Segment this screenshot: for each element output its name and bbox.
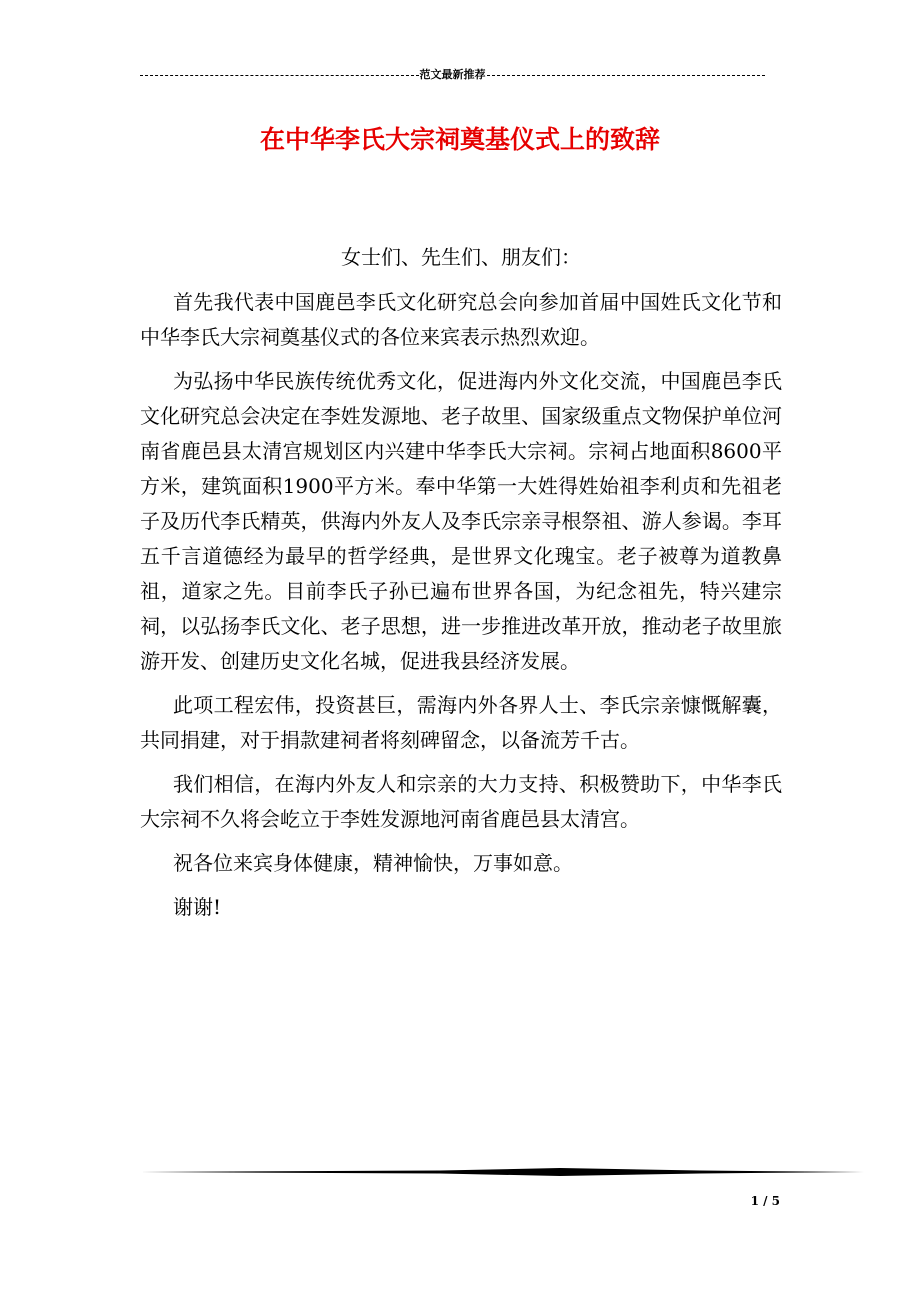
- page-header: [140, 68, 765, 82]
- document-title: 在中华李氏大宗祠奠基仪式上的致辞: [259, 125, 660, 154]
- paragraph-donation: 此项工程宏伟，投资甚巨，需海内外各界人士、李氏宗亲慷慨解囊，共同捐建，对于捐款建祠者将刻碑留念，以备流芳千古。: [140, 693, 782, 752]
- paragraph-thanks: 谢谢!: [173, 895, 222, 919]
- document-body: [140, 240, 782, 934]
- footer-rule: [140, 1166, 864, 1176]
- paragraph-ancestral-hall: 为弘扬中华民族传统优秀文化，促进海内外文化交流，中国鹿邑李氏文化研究总会决定在李姓发源地、老子故里、国家级重点文物保护单位河南省鹿邑县太清宫规划区内兴建中华李氏大宗祠。宗祠占地面积8600平方米，建筑面积1900平方米。奉中华第一大姓得姓始祖李利贞和先祖老子及历代李氏精英，供海内外友人及李氏宗亲寻根祭祖、游人参谒。李耳五千言道德经为最早的哲学经典，是世界文化瑰宝。老子被尊为道教鼻祖，道家之先。目前李氏子孙已遍布世界各国，为纪念祖先，特兴建宗祠，以弘扬李氏文化、老子思想，进一步推进改革开放，推动老子故里旅游开发、创建历史文化名城，促进我县经济发展。: [140, 369, 782, 673]
- header-dash-right: [487, 75, 766, 76]
- header-dash-left: [140, 75, 419, 76]
- greeting: 女士们、先生们、朋友们：: [341, 245, 581, 269]
- paragraph-wishes: 祝各位来宾身体健康，精神愉快，万事如意。: [173, 851, 573, 875]
- paragraph-belief: 我们相信，在海内外友人和宗亲的大力支持、积极赞助下，中华李氏大宗祠不久将会屹立于李姓发源地河南省鹿邑县太清宫。: [140, 772, 782, 831]
- paragraph-welcome: 首先我代表中国鹿邑李氏文化研究总会向参加首届中国姓氏文化节和中华李氏大宗祠奠基仪式的各位来宾表示热烈欢迎。: [140, 290, 782, 349]
- page-number: 1 / 5: [750, 1194, 780, 1208]
- header-label: 范文最新推荐: [419, 68, 486, 81]
